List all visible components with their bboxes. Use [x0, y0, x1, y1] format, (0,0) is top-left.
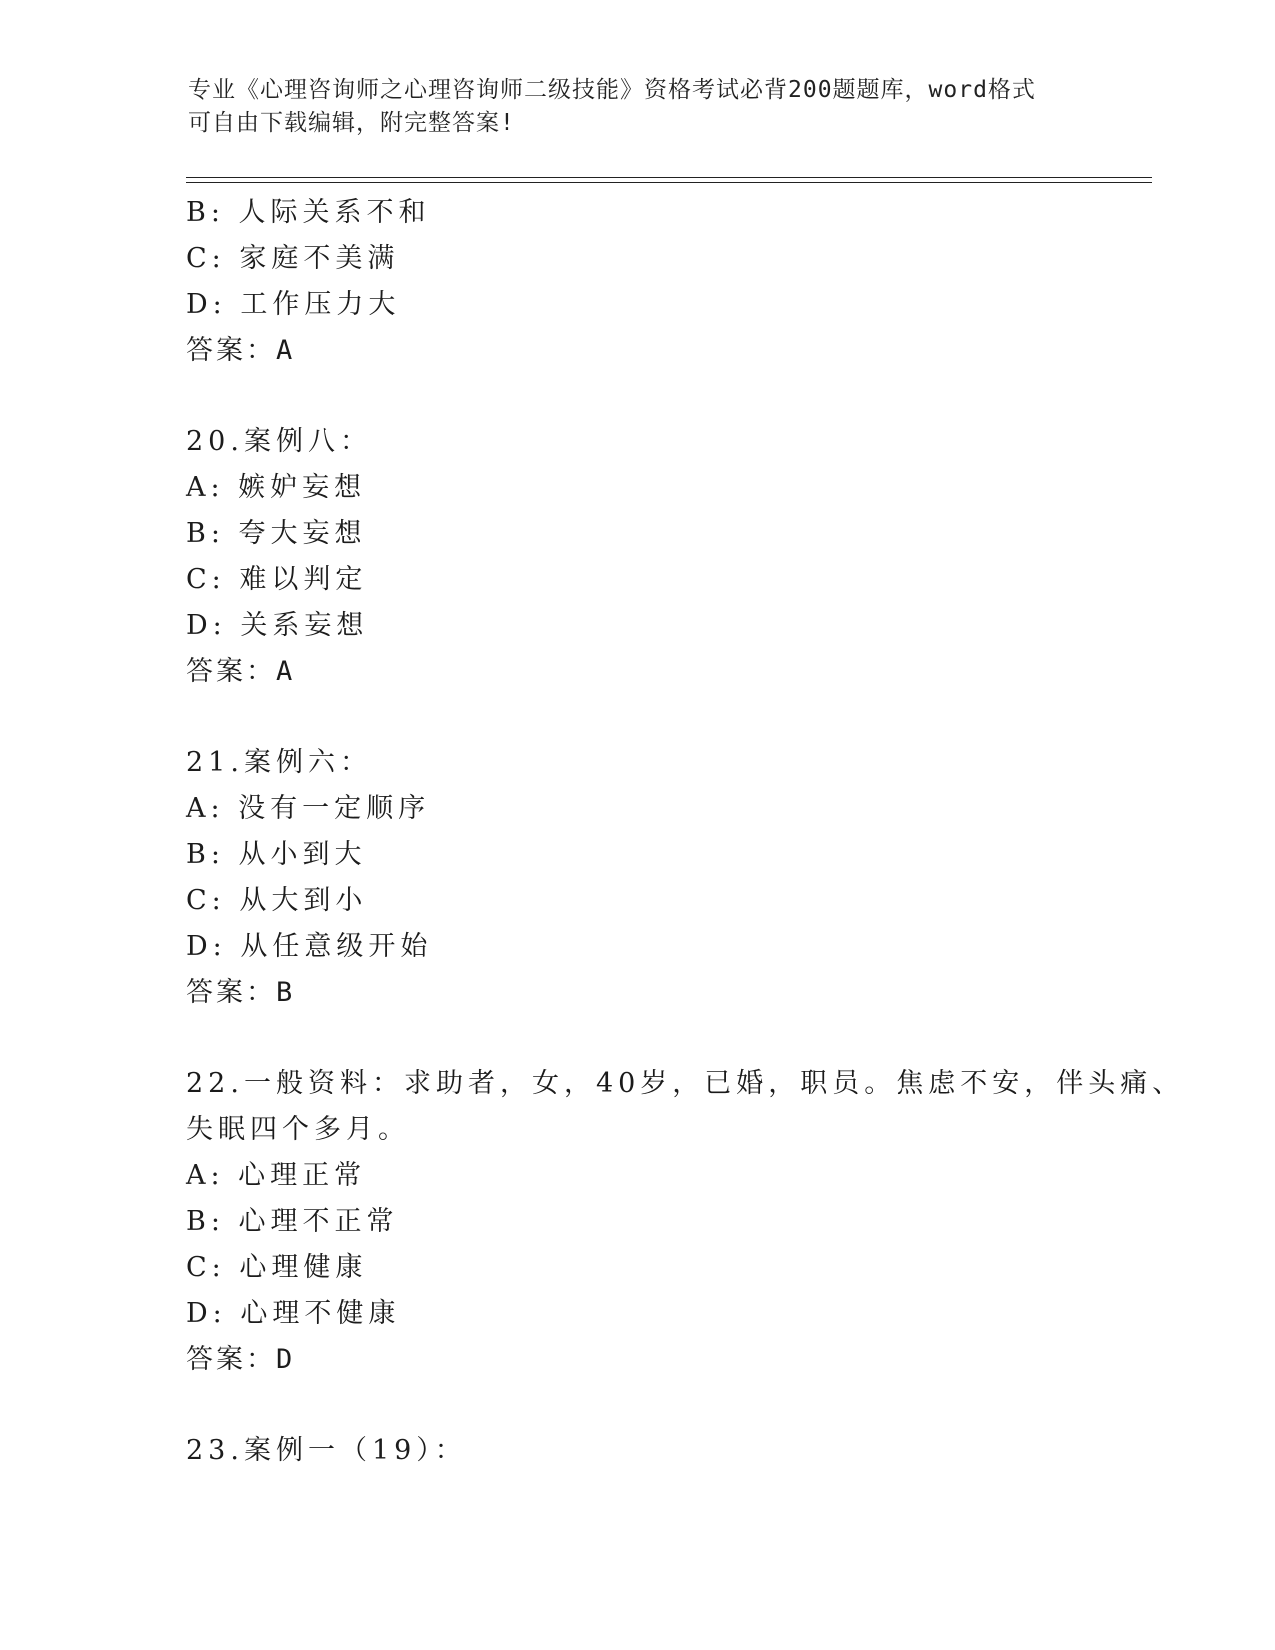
answer-line: 答案：A — [186, 656, 296, 687]
option-c: C: 家庭不美满 — [186, 243, 400, 274]
answer-line: 答案：D — [186, 1344, 296, 1375]
header-title-line-1: 专业《心理咨询师之心理咨询师二级技能》资格考试必背200题题库，word格式 — [188, 77, 1036, 103]
header-title-line-2: 可自由下载编辑，附完整答案! — [188, 110, 515, 136]
question-list — [186, 190, 1185, 1474]
question-stem-line-1: 22.一般资料：求助者，女，40岁，已婚，职员。焦虑不安，伴头痛、 — [186, 1068, 1185, 1099]
answer-line: 答案：B — [186, 977, 296, 1008]
option-b: B: 夸大妄想 — [186, 518, 367, 549]
document-header — [188, 74, 1068, 140]
question-22 — [186, 1061, 1185, 1383]
option-d: D: 从任意级开始 — [186, 931, 433, 962]
option-d: D: 心理不健康 — [186, 1298, 401, 1329]
option-a: A: 没有一定顺序 — [186, 793, 431, 824]
question-stem: 20.案例八： — [186, 426, 372, 457]
question-21 — [186, 740, 1146, 1016]
option-d: D: 关系妄想 — [186, 610, 369, 641]
spacer — [186, 374, 1146, 419]
question-20 — [186, 419, 1146, 695]
option-a: A: 嫉妒妄想 — [186, 472, 367, 503]
question-23 — [186, 1428, 1146, 1474]
option-c: C: 从大到小 — [186, 885, 368, 916]
spacer — [186, 1016, 1146, 1061]
header-divider-bottom — [186, 182, 1152, 183]
option-d: D: 工作压力大 — [186, 289, 401, 320]
header-divider-top — [186, 177, 1152, 178]
question-19 — [186, 190, 1146, 374]
question-stem: 21.案例六： — [186, 747, 372, 778]
question-stem-line-2: 失眠四个多月。 — [186, 1114, 410, 1145]
question-stem: 23.案例一（19）： — [186, 1435, 467, 1466]
option-c: C: 难以判定 — [186, 564, 368, 595]
option-b: B: 从小到大 — [186, 839, 367, 870]
option-b: B: 人际关系不和 — [186, 197, 431, 228]
answer-line: 答案：A — [186, 335, 296, 366]
spacer — [186, 695, 1146, 740]
option-a: A: 心理正常 — [186, 1160, 367, 1191]
option-b: B: 心理不正常 — [186, 1206, 399, 1237]
spacer — [186, 1383, 1146, 1428]
option-c: C: 心理健康 — [186, 1252, 368, 1283]
